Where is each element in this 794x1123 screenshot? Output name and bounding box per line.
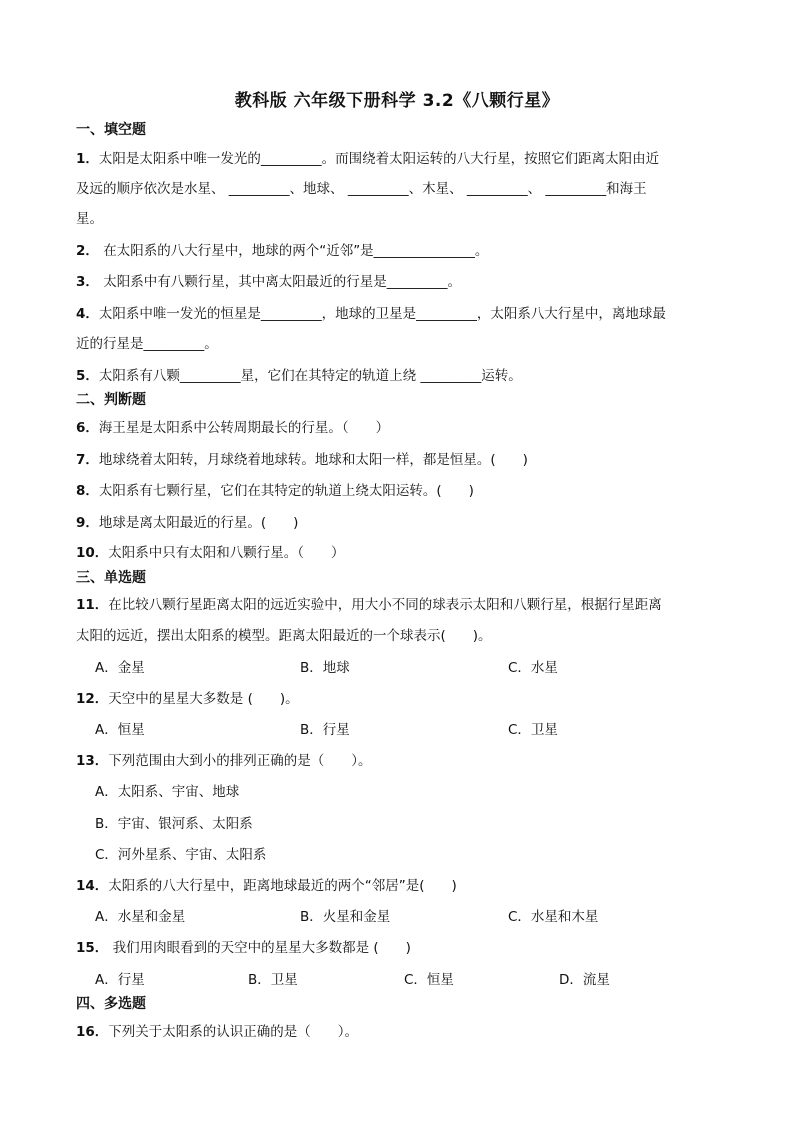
- question-number: 13．: [76, 753, 109, 769]
- question-15: [76, 936, 411, 956]
- question-2: [76, 239, 488, 259]
- question-8: [76, 479, 474, 499]
- question-number: 4．: [76, 306, 99, 322]
- question-1-line-3: 星。: [76, 211, 103, 227]
- question-6: [76, 416, 389, 436]
- question-number: 2．: [76, 243, 99, 259]
- question-text: 太阳系有七颗行星，它们在其特定的轨道上绕太阳运转。( ): [98, 483, 474, 499]
- question-number: 1．: [76, 151, 99, 167]
- question-text: 在太阳系的八大行星中，地球的两个“近邻”是_______________。: [98, 243, 489, 259]
- question-number: 3．: [76, 274, 99, 290]
- section-true-false-heading: 二、判断题: [76, 392, 146, 408]
- question-number: 10．: [76, 545, 109, 561]
- option-b: B．宇宙、银河系、太阳系: [95, 816, 253, 832]
- question-text: 太阳系中有八颗行星，其中离太阳最近的行星是_________。: [98, 274, 461, 290]
- question-number: 5．: [76, 368, 99, 384]
- question-text: 地球是离太阳最近的行星。( ): [98, 515, 299, 531]
- question-number: 16．: [76, 1024, 109, 1040]
- option-c: C．卫星: [508, 722, 558, 738]
- option-d: D．流星: [559, 972, 610, 988]
- section-multiple-choice-heading: 四、多选题: [76, 996, 146, 1012]
- question-number: 12．: [76, 691, 109, 707]
- question-number: 11．: [76, 597, 109, 613]
- option-c: C．河外星系、宇宙、太阳系: [95, 847, 267, 863]
- question-4-line-2: 近的行星是_________。: [76, 336, 218, 352]
- question-text: 海王星是太阳系中公转周期最长的行星。（ ）: [98, 420, 390, 436]
- question-number: 8．: [76, 483, 99, 499]
- page-title: 教科版 六年级下册科学 3.2《八颗行星》: [234, 91, 560, 111]
- option-a: A．行星: [95, 972, 145, 988]
- section-single-choice-heading: 三、单选题: [76, 570, 146, 586]
- question-number: 14．: [76, 878, 109, 894]
- question-16: [76, 1020, 358, 1040]
- question-number: 15．: [76, 940, 109, 956]
- question-text: 下列范围由大到小的排列正确的是（ ）。: [108, 753, 372, 769]
- question-text: 下列关于太阳系的认识正确的是（ ）。: [108, 1024, 359, 1040]
- option-b: B．火星和金星: [300, 909, 391, 925]
- question-text: 太阳系的八大行星中，距离地球最近的两个“邻居”是( ): [108, 878, 457, 894]
- question-11-line-2: 太阳的远近，摆出太阳系的模型。距离太阳最近的一个球表示( )。: [76, 628, 492, 644]
- question-4-line-1: [76, 302, 666, 322]
- question-14: [76, 874, 457, 894]
- option-a: A．水星和金星: [95, 909, 186, 925]
- question-12: [76, 687, 299, 707]
- section-fill-blank-heading: 一、填空题: [76, 122, 146, 138]
- option-c: C．水星和木星: [508, 909, 599, 925]
- question-3: [76, 270, 461, 290]
- question-10: [76, 541, 345, 561]
- option-a: A．恒星: [95, 722, 145, 738]
- question-text: 太阳是太阳系中唯一发光的_________。而围绕着太阳运转的八大行星，按照它们距离太阳由近: [98, 151, 660, 167]
- option-a: A．金星: [95, 660, 145, 676]
- question-5: [76, 364, 522, 384]
- question-text: 我们用肉眼看到的天空中的星星大多数都是 ( ): [108, 940, 411, 956]
- option-a: A．太阳系、宇宙、地球: [95, 784, 240, 800]
- question-1-line-2: 及远的顺序依次是水星、 _________、地球、 _________、木星、 _________、 _________和海王: [76, 181, 647, 197]
- question-number: 6．: [76, 420, 99, 436]
- option-c: C．水星: [508, 660, 558, 676]
- question-text: 在比较八颗行星距离太阳的远近实验中，用大小不同的球表示太阳和八颗行星，根据行星距离: [108, 597, 662, 613]
- question-11-line-1: [76, 593, 662, 613]
- question-text: 天空中的星星大多数是 ( )。: [108, 691, 299, 707]
- question-7: [76, 448, 528, 468]
- question-text: 地球绕着太阳转，月球绕着地球转。地球和太阳一样，都是恒星。( ): [98, 452, 528, 468]
- question-number: 9．: [76, 515, 99, 531]
- question-13: [76, 749, 372, 769]
- option-b: B．卫星: [248, 972, 298, 988]
- question-text: 太阳系中只有太阳和八颗行星。（ ）: [108, 545, 345, 561]
- option-b: B．行星: [300, 722, 350, 738]
- option-c: C．恒星: [404, 972, 454, 988]
- question-number: 7．: [76, 452, 99, 468]
- question-text: 太阳系有八颗_________星，它们在其特定的轨道上绕 _________运转。: [98, 368, 522, 384]
- question-1-line-1: [76, 147, 659, 167]
- question-text: 太阳系中唯一发光的恒星是_________，地球的卫星是_________，太阳系八大行星中，离地球最: [98, 306, 666, 322]
- option-b: B．地球: [300, 660, 350, 676]
- question-9: [76, 511, 298, 531]
